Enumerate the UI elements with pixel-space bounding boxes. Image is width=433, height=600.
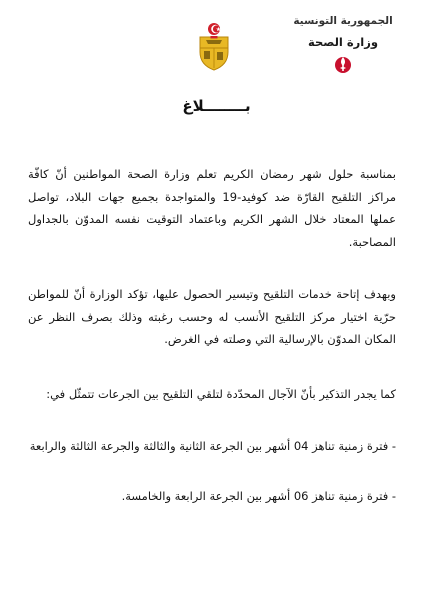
paragraph-2: وبهدف إتاحة خدمات التلقيح وتيسير الحصول عليها، تؤكد الوزارة أنّ للمواطن حرّية اختيار مركز التلقيح الأنسب له وحسب رغبته وذلك بصرف النظر عن المكان المدوّن بالإرسالية التي وصلته في الغرض.	[28, 287, 396, 346]
ministry-of-health-logo-icon	[334, 53, 352, 75]
tunisia-coat-of-arms-icon	[190, 22, 238, 72]
republic-name: الجمهورية التونسية	[293, 15, 393, 27]
ministry-header	[283, 14, 403, 75]
bullet-item-2: - فترة زمنية تناهز 06 أشهر بين الجرعة الرابعة والخامسة.	[121, 489, 396, 503]
title-container	[0, 96, 433, 115]
paragraph-1: بمناسبة حلول شهر رمضان الكريم تعلم وزارة الصحة المواطنين أنّ كافّة مراكز التلقيح القارّة ضد كوفيد-19 والمتواجدة بجميع جهات البلاد، تواصل عملها المعتاد خلال الشهر الكريم وباعتماد التوقيت نفسه المدوّن بالجداول المصاحبة.	[28, 167, 397, 249]
ministry-name: وزارة الصحة	[308, 35, 378, 49]
document-title: بــــــــلاغ	[182, 97, 251, 115]
paragraph-3: كما يجدر التذكير بأنّ الآجال المحدّدة لتلقي التلقيح بين الجرعات تتمثّل في:	[46, 387, 396, 401]
bullet-item-1: - فترة زمنية تناهز 04 أشهر بين الجرعة الثانية والثالثة والجرعة الثالثة والرابعة	[29, 439, 396, 453]
